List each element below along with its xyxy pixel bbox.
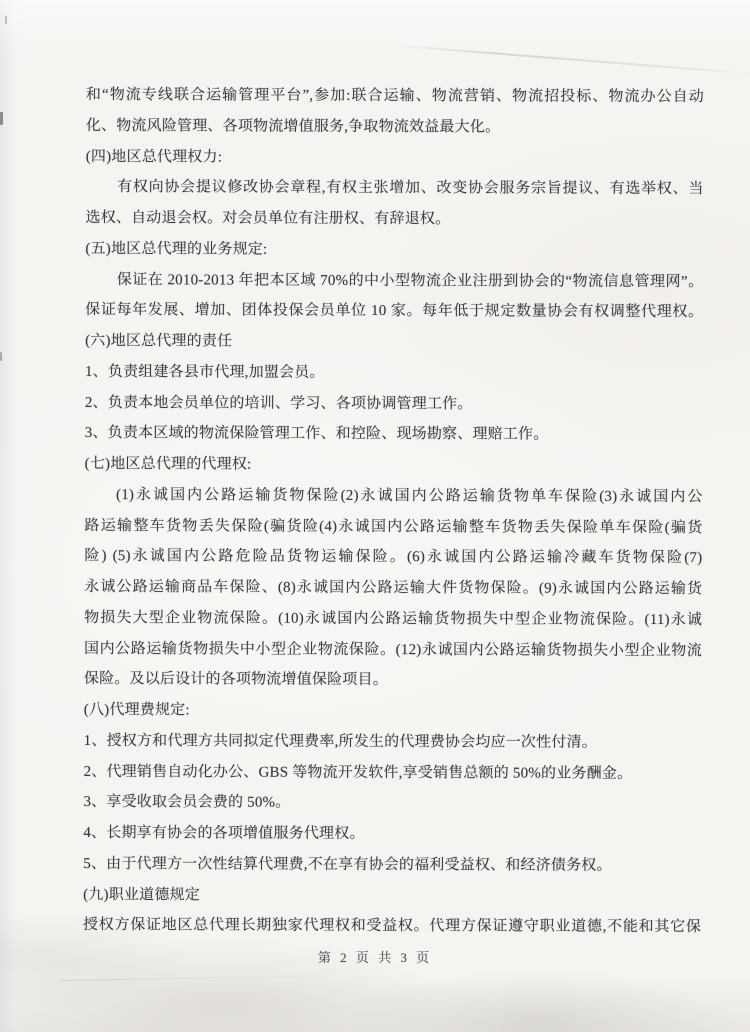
text-line: 4、长期享有协会的各项增值服务代理权。 bbox=[83, 824, 365, 842]
text-line: (四)地区总代理权力: bbox=[85, 148, 223, 165]
paragraph-heading bbox=[84, 695, 702, 728]
document-body bbox=[83, 80, 704, 943]
text-line: (七)地区总代理的代理权: bbox=[84, 455, 252, 473]
paragraph-list-item bbox=[84, 756, 702, 789]
text-line: 1、负责组建各县市代理,加盟会员。 bbox=[84, 363, 325, 381]
text-line: 2、负责本地会员单位的培训、学习、各项协调管理工作。 bbox=[84, 394, 473, 412]
paragraph-heading bbox=[85, 449, 703, 482]
scan-edge-artifact bbox=[0, 352, 2, 361]
scan-crease-top bbox=[388, 44, 750, 75]
text-line: 和“物流专线联合运输管理平台”,参加:联合运输、物流营销、物流招投标、物流办公自动 bbox=[85, 86, 704, 106]
paragraph-list-item bbox=[85, 357, 703, 390]
text-line: (九)职业道德规定 bbox=[83, 886, 200, 903]
text-line: (八)代理费规定: bbox=[83, 701, 190, 719]
text-line: (1)永诚国内公路运输货物保险(2)永诚国内公路运输货物单车保险(3)永诚国内公 bbox=[116, 486, 703, 505]
text-line: 3、享受收取会员会费的 50%。 bbox=[83, 794, 291, 811]
text-line: 国内公路运输货物损失中小型企业物流保险。(12)永诚国内公路运输货物损失小型企业物流 bbox=[83, 640, 703, 659]
text-line: 险) (5)永诚国内公路危险品货物运输保险。(6)永诚国内公路运输冷藏车货物保险(7) bbox=[84, 548, 703, 567]
paragraph-body bbox=[85, 264, 703, 328]
text-line: 路运输整车货物丢失保险(骗货险(4)永诚国内公路运输整车货物丢失保险单车保险(骗货 bbox=[84, 517, 703, 536]
text-line: 选权、自动退会权。对会员单位有注册权、有辞退权。 bbox=[85, 209, 451, 228]
text-line: 保险。及以后设计的各项物流增值保险项目。 bbox=[83, 671, 388, 689]
text-line: 物损失大型企业物流保险。(10)永诚国内公路运输货物损失中型企业物流保险。(11)永诚 bbox=[84, 609, 703, 628]
text-line: (五)地区总代理的业务规定: bbox=[85, 240, 268, 258]
text-line: 保证每年发展、增加、团体投保会员单位 10 家。每年低于规定数量协会有权调整代理权。 bbox=[85, 302, 704, 321]
text-line: 1、授权方和代理方共同拟定代理费率,所发生的代理费协会均应一次性付清。 bbox=[83, 732, 597, 751]
text-line: 保证在 2010-2013 年把本区域 70%的中小型物流企业注册到协会的“物流信息管理网”。 bbox=[116, 271, 704, 290]
paragraph-body bbox=[86, 80, 704, 144]
scan-crease-bottom bbox=[60, 975, 360, 981]
text-line: 3、负责本区域的物流保险管理工作、和控险、现场勘察、理赔工作。 bbox=[84, 425, 549, 443]
scan-edge-artifact bbox=[5, 16, 7, 24]
page-number-footer: 第 2 页 共 3 页 bbox=[317, 950, 433, 965]
text-line: 授权方保证地区总代理长期独家代理权和受益权。代理方保证遵守职业道德,不能和其它保 bbox=[83, 917, 702, 936]
paragraph-heading bbox=[85, 326, 703, 359]
paragraph-body bbox=[85, 172, 703, 236]
paragraph-heading bbox=[83, 879, 701, 912]
paragraph-list-item bbox=[83, 787, 701, 820]
paragraph-heading bbox=[85, 234, 703, 267]
paragraph-body bbox=[83, 910, 701, 943]
paragraph-list-item bbox=[84, 726, 702, 759]
paragraph-heading bbox=[86, 141, 704, 174]
text-line: 5、由于代理方一次性结算代理费,不在享有协会的福利受益权、和经济债务权。 bbox=[83, 855, 612, 874]
text-line: 化、物流风险管理、各项物流增值服务,争取物流效益最大化。 bbox=[85, 117, 501, 136]
text-line: 2、代理销售自动化办公、GBS 等物流开发软件,享受销售总额的 50%的业务酬金。 bbox=[83, 763, 633, 782]
text-line: 有权向协会提议修改协会章程,有权主张增加、改变协会服务宗旨提议、有选举权、当 bbox=[117, 179, 704, 198]
paragraph-body bbox=[84, 480, 703, 697]
paragraph-list-item bbox=[85, 418, 703, 451]
text-line: 永诚公路运输商品车保险、(8)永诚国内公路运输大件货物保险。(9)永诚国内公路运输货 bbox=[84, 578, 703, 598]
text-line: (六)地区总代理的责任 bbox=[85, 332, 233, 350]
paragraph-list-item bbox=[83, 849, 701, 882]
scan-edge-artifact bbox=[0, 112, 3, 125]
paragraph-list-item bbox=[85, 387, 703, 420]
paragraph-list-item bbox=[83, 818, 701, 851]
